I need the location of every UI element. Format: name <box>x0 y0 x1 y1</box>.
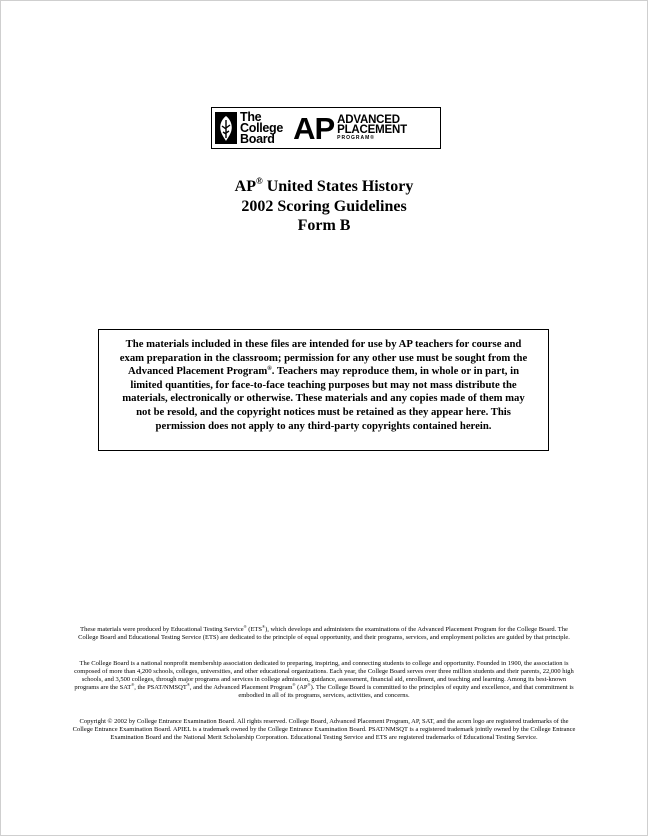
footer-p1-sup-b: ® <box>262 624 266 629</box>
footer-p2-sup-b: ® <box>186 682 190 687</box>
footer-p2-text-b: , the PSAT/NMSQT <box>134 684 187 691</box>
footer-p2-text-d: (AP <box>295 684 308 691</box>
college-board-logo <box>212 108 283 148</box>
footer-paragraph-college-board <box>71 660 577 700</box>
ap-logo <box>293 110 407 146</box>
title-line-2: 2002 Scoring Guidelines <box>241 197 407 215</box>
college-board-logo-line2: College <box>240 120 284 135</box>
title-line-1 <box>1 177 647 197</box>
footer-p2-sup-d: ® <box>307 682 311 687</box>
footer-p2-text-c: , and the Advanced Placement Program <box>189 684 293 691</box>
title-registered-mark: ® <box>255 176 263 186</box>
footer-p1-text-a: These materials were produced by Educational Testing Service <box>80 626 244 633</box>
college-board-logo-line3: Board <box>240 131 275 146</box>
footer-p2-text-e: ). The College Board is committed to the principles of equity and excellence, and that commitment is embodied in all of its programs, services, activities, and concerns. <box>238 684 574 699</box>
footer-paragraph-copyright: Copyright © 2002 by College Entrance Examination Board. All rights reserved. College Board, Advanced Placement Program, AP, SAT, and the acorn logo are registered trademarks of the College Entrance Examination Board. APIEL is a trademark owned by the College Entrance Examination Board. PSAT/NMSQT is a registered trademark jointly owned by the College Entrance Examination Board and the National Merit Scholarship Corporation. Educational Testing Service and ETS are registered trademarks of Educational Testing Service. <box>72 718 576 741</box>
footer-p2-sup-c: ® <box>292 682 296 687</box>
notice-registered-mark: ® <box>267 366 272 373</box>
title-ap: AP <box>234 178 256 195</box>
acorn-icon <box>215 112 237 144</box>
footer-p2-text-a: The College Board is a national nonprofit membership association dedicated to preparing, inspiring, and connecting students to college and opportunity. Founded in 1900, the association is composed of more than 4,200 schools, colleges, universities, and other educational organizations. Each year, the College Board serves over three million students and their parents, 22,000 high schools, and 3,500 colleges, through major programs and services in college admission, guidance, assessment, financial aid, enrollment, and teaching and learning. Among its best-known programs are the SAT <box>74 660 574 691</box>
notice-text-2: . Teachers may reproduce them, in whole or in part, in limited quantities, for face-to-face teaching purposes but may not mass distribute the materials, electronically or otherwise. These materials and any copies made of them may not be resold, and the copyright notices must be retained as they appear here. This permission does not apply to any third-party copyrights contained herein. <box>122 365 525 432</box>
college-board-logo-line1: The <box>240 109 262 124</box>
logo-banner <box>211 107 441 149</box>
ap-logo-line1: ADVANCED <box>337 113 400 126</box>
ap-logo-line2: PLACEMENT <box>337 123 407 136</box>
notice-text-1: The materials included in these files are intended for use by AP teachers for course and exam preparation in the classroom; permission for any other use must be sought from the Advanced Placement Program <box>119 338 528 378</box>
document-title <box>1 177 647 236</box>
ap-logo-line3: PROGRAM® <box>337 134 375 141</box>
footer-p2-sup-a: ® <box>131 682 135 687</box>
footer-p1-text-c: ), which develops and administers the examinations of the Advanced Placement Program for the College Board. The College Board and Educational Testing Service (ETS) are dedicated to the principle of equal opportunity, and their programs, services, and employment policies are guided by that principle. <box>78 626 570 641</box>
title-subject: United States History <box>262 178 414 195</box>
footer-paragraph-ets <box>71 626 577 642</box>
ap-logo-mark: AP <box>293 110 335 146</box>
footer-p1-sup-a: ® <box>243 624 247 629</box>
footer-p1-text-b: (ETS <box>246 626 263 633</box>
title-line-3: Form B <box>297 217 351 234</box>
permission-notice-box <box>98 329 549 451</box>
